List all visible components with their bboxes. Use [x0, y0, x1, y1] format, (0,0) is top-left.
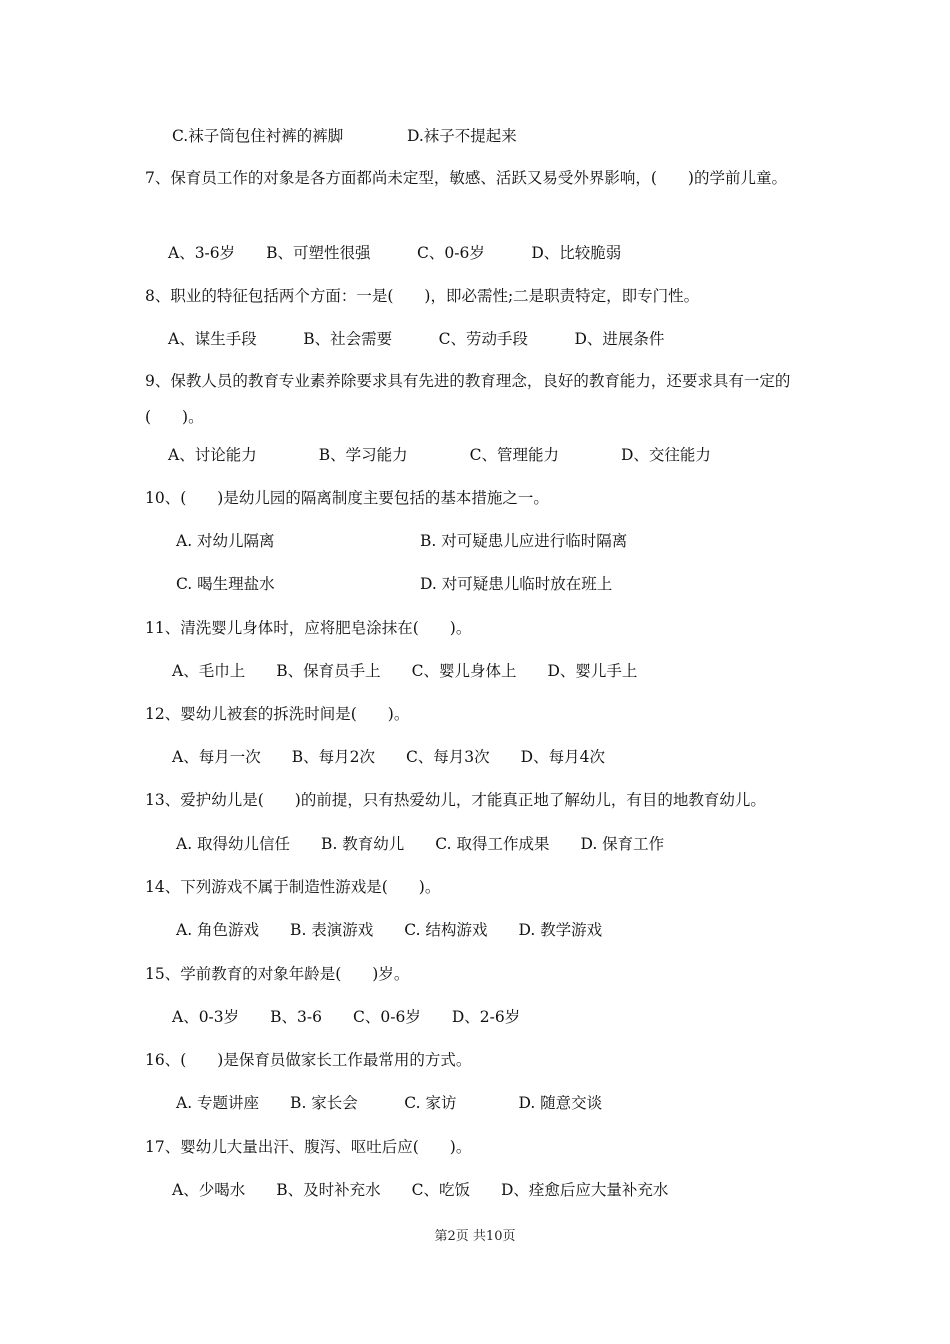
question-14-options: A. 角色游戏 B. 表演游戏 C. 结构游戏 D. 教学游戏	[176, 921, 603, 939]
question-9: 9、保教人员的教育专业素养除要求具有先进的教育理念，良好的教育能力，还要求具有一定的( )。	[145, 372, 791, 426]
question-15-options: A、0-3岁 B、3-6 C、0-6岁 D、2-6岁	[172, 1008, 521, 1026]
question-8: 8、职业的特征包括两个方面：一是( )，即必需性;二是职责特定，即专门性。	[145, 287, 700, 305]
question-10-option-b: B. 对可疑患儿应进行临时隔离	[420, 532, 628, 550]
question-15: 15、学前教育的对象年龄是( )岁。	[145, 965, 410, 983]
question-8-options: A、谋生手段 B、社会需要 C、劳动手段 D、进展条件	[168, 330, 665, 348]
question-17: 17、婴幼儿大量出汗、腹泻、呕吐后应( )。	[145, 1138, 472, 1156]
question-12: 12、婴幼儿被套的拆洗时间是( )。	[145, 705, 410, 723]
question-9-options: A、讨论能力 B、学习能力 C、管理能力 D、交往能力	[168, 446, 711, 464]
question-10-option-d: D. 对可疑患儿临时放在班上	[420, 575, 613, 593]
q6-option-d: D.袜子不提起来	[407, 127, 517, 145]
question-11-options: A、毛巾上 B、保育员手上 C、婴儿身体上 D、婴儿手上	[172, 662, 638, 680]
q6-option-c: C.袜子筒包住衬裤的裤脚	[172, 127, 344, 145]
question-10: 10、( )是幼儿园的隔离制度主要包括的基本措施之一。	[145, 489, 549, 507]
question-11: 11、清洗婴儿身体时，应将肥皂涂抹在( )。	[145, 619, 472, 637]
question-10-option-c: C. 喝生理盐水	[176, 575, 275, 593]
question-13-options: A. 取得幼儿信任 B. 教育幼儿 C. 取得工作成果 D. 保育工作	[176, 835, 665, 853]
question-7-options: A、3-6岁 B、可塑性很强 C、0-6岁 D、比较脆弱	[168, 244, 622, 262]
question-17-options: A、少喝水 B、及时补充水 C、吃饭 D、痊愈后应大量补充水	[172, 1181, 669, 1199]
question-7: 7、保育员工作的对象是各方面都尚未定型，敏感、活跃又易受外界影响，( )的学前儿童。	[145, 169, 787, 187]
question-16-options: A. 专题讲座 B. 家长会 C. 家访 D. 随意交谈	[176, 1094, 603, 1112]
question-12-options: A、每月一次 B、每月2次 C、每月3次 D、每月4次	[172, 748, 605, 766]
question-16: 16、( )是保育员做家长工作最常用的方式。	[145, 1051, 472, 1069]
question-13: 13、爱护幼儿是( )的前提，只有热爱幼儿，才能真正地了解幼儿，有目的地教育幼儿。	[145, 791, 766, 809]
page-number: 第2页 共10页	[434, 1229, 516, 1244]
question-10-option-a: A. 对幼儿隔离	[176, 532, 275, 550]
question-14: 14、下列游戏不属于制造性游戏是( )。	[145, 878, 441, 896]
